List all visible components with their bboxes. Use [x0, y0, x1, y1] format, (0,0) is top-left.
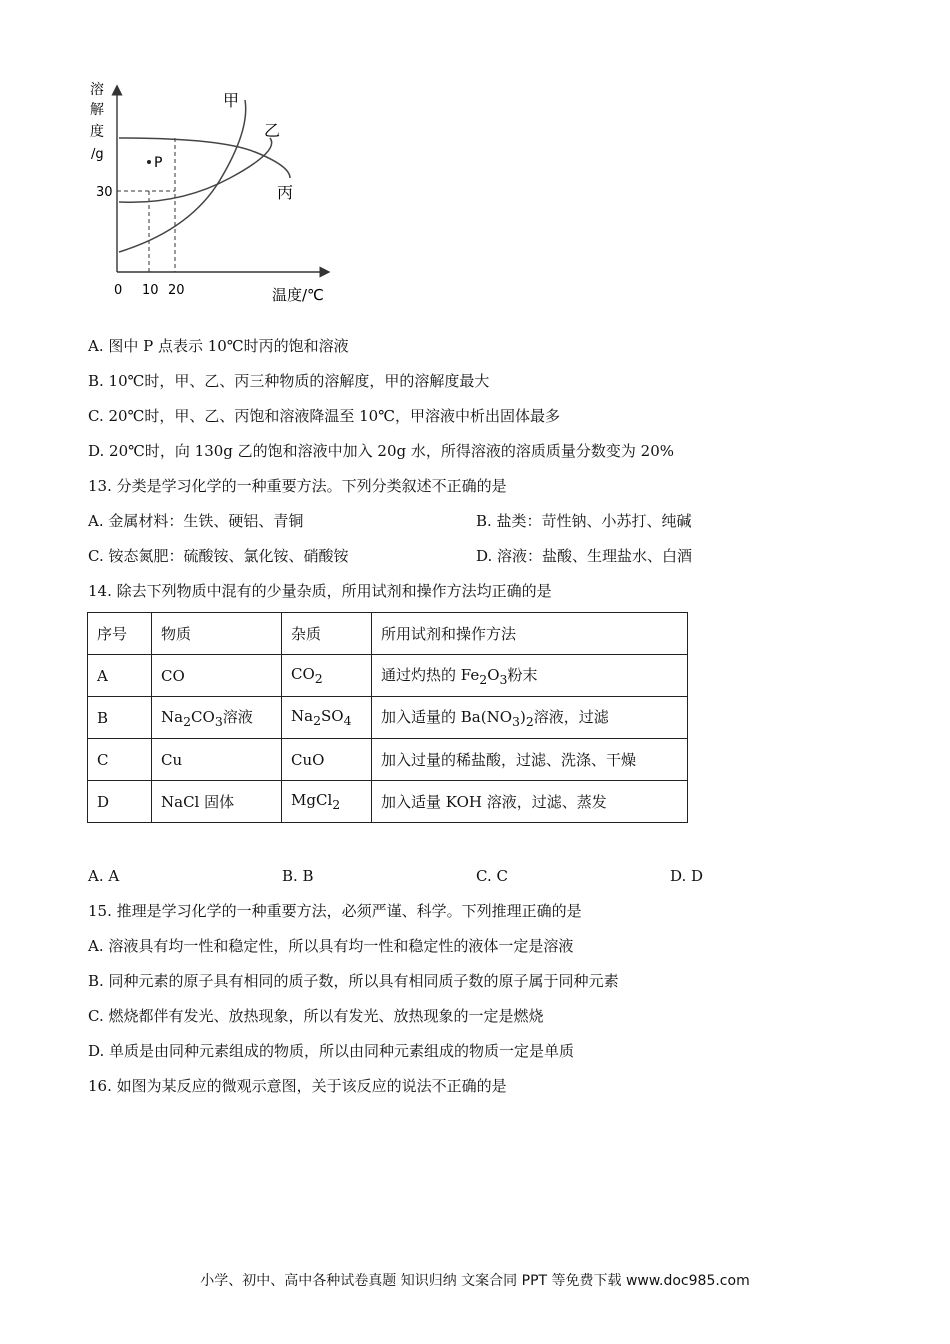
curve-yi [119, 138, 272, 202]
q14-option-a: A. A [88, 867, 120, 885]
table-row [88, 739, 688, 781]
row-impurity: $Na_2SO_4$ [282, 697, 372, 739]
header-substance: 物质 [152, 613, 282, 655]
q13-option-a: A. 金属材料：生铁、硬铝、青铜 [88, 512, 304, 530]
solubility-graph [80, 80, 350, 310]
curve-bing [119, 138, 290, 178]
q14-option-c: C. C [476, 867, 508, 885]
header-impurity: 杂质 [282, 613, 372, 655]
row-method: 加入适量的 $Ba(NO_3)_2$溶液，过滤 [372, 697, 688, 739]
page-footer: 小学、初中、高中各种试卷真题 知识归纳 文案合同 PPT 等免费下载 www.doc985.com [200, 1273, 750, 1289]
q15-option-c: C. 燃烧都伴有发光、放热现象，所以有发光、放热现象的一定是燃烧 [88, 1007, 544, 1025]
table-row [88, 781, 688, 823]
y-axis-label-3: 度 [90, 124, 104, 140]
row-id: A [88, 655, 152, 697]
y-axis-label-1: 溶 [90, 82, 104, 98]
point-p [147, 160, 151, 164]
curve-label-yi: 乙 [264, 121, 281, 140]
row-id: B [88, 697, 152, 739]
q13-option-d: D. 溶液：盐酸、生理盐水、白酒 [476, 547, 693, 565]
row-substance: Cu [152, 739, 282, 781]
x-axis-label: 温度/℃ [272, 286, 324, 304]
row-impurity: $CO_2$ [282, 655, 372, 697]
q12-option-c: C. 20℃时，甲、乙、丙饱和溶液降温至 10℃，甲溶液中析出固体最多 [88, 407, 560, 425]
row-id: C [88, 739, 152, 781]
row-substance: NaCl 固体 [152, 781, 282, 823]
y-tick-30: 30 [96, 185, 113, 200]
y-axis-label-2: 解 [90, 102, 104, 118]
curve-label-jia: 甲 [223, 91, 240, 110]
q15-option-a: A. 溶液具有均一性和稳定性，所以具有均一性和稳定性的液体一定是溶液 [88, 937, 574, 955]
q13-stem: 13. 分类是学习化学的一种重要方法。下列分类叙述不正确的是 [88, 477, 507, 495]
row-substance: $Na_2CO_3$溶液 [152, 697, 282, 739]
row-impurity: CuO [282, 739, 372, 781]
q12-option-b: B. 10℃时，甲、乙、丙三种物质的溶解度，甲的溶解度最大 [88, 372, 490, 390]
q15-stem: 15. 推理是学习化学的一种重要方法，必须严谨、科学。下列推理正确的是 [88, 902, 582, 920]
q16-stem: 16. 如图为某反应的微观示意图，关于该反应的说法不正确的是 [88, 1077, 507, 1095]
table-header-row [88, 613, 688, 655]
q14-option-d: D. D [670, 867, 704, 885]
row-id: D [88, 781, 152, 823]
row-impurity: MgCl$_2$ [282, 781, 372, 823]
q14-stem: 14. 除去下列物质中混有的少量杂质，所用试剂和操作方法均正确的是 [88, 582, 552, 600]
row-method: 通过灼热的 $Fe_2O_3$粉末 [372, 655, 688, 697]
row-method: 加入适量 KOH 溶液，过滤、蒸发 [372, 781, 688, 823]
q13-option-b: B. 盐类：苛性钠、小苏打、纯碱 [476, 512, 692, 530]
q14-table [87, 612, 688, 823]
x-tick-10: 10 [142, 283, 159, 298]
q15-option-d: D. 单质是由同种元素组成的物质，所以由同种元素组成的物质一定是单质 [88, 1042, 575, 1060]
x-tick-0: 0 [114, 283, 123, 298]
header-id: 序号 [88, 613, 152, 655]
y-axis-label-4: /g [91, 147, 104, 162]
x-tick-20: 20 [168, 283, 185, 298]
row-method: 加入过量的稀盐酸，过滤、洗涤、干燥 [372, 739, 688, 781]
q12-option-a: A. 图中 P 点表示 10℃时丙的饱和溶液 [88, 337, 349, 355]
q14-option-b: B. B [282, 867, 314, 885]
curve-jia [119, 100, 246, 252]
q12-option-d: D. 20℃时，向 130g 乙的饱和溶液中加入 20g 水，所得溶液的溶质质量分数变为 20% [88, 442, 674, 460]
curve-label-bing: 丙 [277, 183, 294, 202]
q13-option-c: C. 铵态氮肥：硫酸铵、氯化铵、硝酸铵 [88, 547, 349, 565]
row-substance: CO [152, 655, 282, 697]
table-row [88, 697, 688, 739]
point-p-label: P [154, 155, 163, 171]
table-row [88, 655, 688, 697]
header-method: 所用试剂和操作方法 [372, 613, 688, 655]
q15-option-b: B. 同种元素的原子具有相同的质子数，所以具有相同质子数的原子属于同种元素 [88, 972, 619, 990]
